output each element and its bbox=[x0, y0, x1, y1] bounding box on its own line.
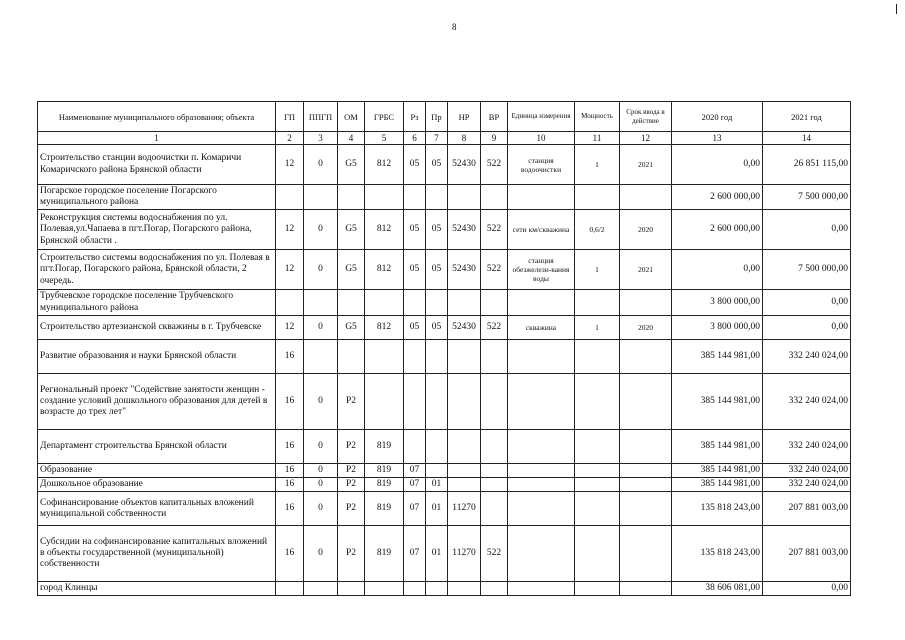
cell-pr bbox=[426, 185, 448, 210]
header-pgp: ППГП bbox=[304, 102, 338, 132]
colnum-cell: 7 bbox=[426, 132, 448, 145]
colnum-cell: 5 bbox=[365, 132, 404, 145]
cell-rz: 07 bbox=[404, 492, 426, 526]
cell-nr: 52430 bbox=[448, 250, 481, 290]
cell-grbs bbox=[365, 373, 404, 429]
colnum-cell: 8 bbox=[448, 132, 481, 145]
cell-pr bbox=[426, 463, 448, 477]
cell-grbs bbox=[365, 339, 404, 373]
table-row bbox=[38, 290, 851, 315]
cell-unit bbox=[508, 339, 575, 373]
cell-vr: 522 bbox=[481, 250, 508, 290]
cell-power: 1 bbox=[575, 145, 620, 185]
cell-unit: сети км/скважина bbox=[508, 210, 575, 250]
cell-gp: 16 bbox=[276, 478, 304, 492]
cell-term: 2020 bbox=[620, 210, 672, 250]
cell-grbs: 819 bbox=[365, 463, 404, 477]
cell-y2021: 332 240 024,00 bbox=[763, 463, 851, 477]
cell-om bbox=[338, 582, 365, 596]
cell-name: Департамент строительства Брянской области bbox=[38, 429, 276, 463]
colnum-cell: 9 bbox=[481, 132, 508, 145]
cell-term bbox=[620, 373, 672, 429]
cell-name: Субсидии на софинансирование капитальных вложений в объекты государственной (муниципальной) собственности bbox=[38, 526, 276, 582]
page-number: 8 bbox=[452, 22, 457, 32]
colnum-cell: 13 bbox=[672, 132, 763, 145]
cell-power bbox=[575, 463, 620, 477]
table-row bbox=[38, 373, 851, 429]
cell-power bbox=[575, 526, 620, 582]
cell-y2020: 385 144 981,00 bbox=[672, 478, 763, 492]
cell-power bbox=[575, 478, 620, 492]
cell-rz: 05 bbox=[404, 145, 426, 185]
cell-vr bbox=[481, 492, 508, 526]
cell-om: G5 bbox=[338, 315, 365, 339]
header-pr: Пр bbox=[426, 102, 448, 132]
cell-y2021: 207 881 003,00 bbox=[763, 526, 851, 582]
table-row bbox=[38, 210, 851, 250]
cell-pr bbox=[426, 339, 448, 373]
cell-y2020: 385 144 981,00 bbox=[672, 339, 763, 373]
header-row bbox=[38, 102, 851, 132]
corner-mark bbox=[896, 4, 897, 14]
cell-name: Строительство артезианской скважины в г. Трубчевске bbox=[38, 315, 276, 339]
cell-pr: 01 bbox=[426, 492, 448, 526]
cell-pgp bbox=[304, 339, 338, 373]
cell-y2020: 0,00 bbox=[672, 145, 763, 185]
header-vr: ВР bbox=[481, 102, 508, 132]
cell-vr bbox=[481, 290, 508, 315]
cell-unit bbox=[508, 463, 575, 477]
header-y2021: 2021 год bbox=[763, 102, 851, 132]
cell-rz: 05 bbox=[404, 250, 426, 290]
colnum-cell: 2 bbox=[276, 132, 304, 145]
cell-grbs: 819 bbox=[365, 429, 404, 463]
cell-term bbox=[620, 185, 672, 210]
cell-vr: 522 bbox=[481, 210, 508, 250]
cell-pgp: 0 bbox=[304, 250, 338, 290]
cell-term bbox=[620, 290, 672, 315]
table-row bbox=[38, 185, 851, 210]
cell-y2021: 207 881 003,00 bbox=[763, 492, 851, 526]
header-grbs: ГРБС bbox=[365, 102, 404, 132]
cell-om: P2 bbox=[338, 478, 365, 492]
cell-y2020: 2 600 000,00 bbox=[672, 210, 763, 250]
table-row bbox=[38, 463, 851, 477]
cell-unit bbox=[508, 582, 575, 596]
cell-rz bbox=[404, 429, 426, 463]
cell-y2020: 38 606 081,00 bbox=[672, 582, 763, 596]
cell-gp bbox=[276, 582, 304, 596]
cell-pr bbox=[426, 373, 448, 429]
header-power: Мощность bbox=[575, 102, 620, 132]
cell-power bbox=[575, 492, 620, 526]
cell-pgp: 0 bbox=[304, 463, 338, 477]
cell-pgp bbox=[304, 185, 338, 210]
cell-rz bbox=[404, 373, 426, 429]
colnum-cell: 3 bbox=[304, 132, 338, 145]
cell-y2020: 385 144 981,00 bbox=[672, 429, 763, 463]
cell-gp: 12 bbox=[276, 315, 304, 339]
cell-vr: 522 bbox=[481, 315, 508, 339]
cell-vr bbox=[481, 582, 508, 596]
cell-name: Строительство системы водоснабжения по ул. Полевая в пгт.Погар, Погарского района, Брянской области, 2 очередь. bbox=[38, 250, 276, 290]
cell-grbs bbox=[365, 185, 404, 210]
cell-pgp: 0 bbox=[304, 492, 338, 526]
cell-power bbox=[575, 339, 620, 373]
cell-term bbox=[620, 526, 672, 582]
header-rz: Рз bbox=[404, 102, 426, 132]
cell-pgp: 0 bbox=[304, 210, 338, 250]
cell-power: 0,6/2 bbox=[575, 210, 620, 250]
cell-rz: 07 bbox=[404, 526, 426, 582]
cell-rz bbox=[404, 339, 426, 373]
cell-gp: 12 bbox=[276, 250, 304, 290]
cell-y2020: 0,00 bbox=[672, 250, 763, 290]
cell-rz: 05 bbox=[404, 315, 426, 339]
cell-y2021: 332 240 024,00 bbox=[763, 373, 851, 429]
cell-vr: 522 bbox=[481, 526, 508, 582]
cell-nr: 11270 bbox=[448, 492, 481, 526]
cell-grbs: 819 bbox=[365, 478, 404, 492]
cell-term bbox=[620, 429, 672, 463]
cell-name: Погарское городское поселение Погарского муниципального района bbox=[38, 185, 276, 210]
cell-name: Региональный проект "Содействие занятости женщин - создание условий дошкольного образования для детей в возрасте до трех лет" bbox=[38, 373, 276, 429]
cell-power: 1 bbox=[575, 250, 620, 290]
cell-gp: 16 bbox=[276, 492, 304, 526]
cell-rz: 07 bbox=[404, 463, 426, 477]
cell-om bbox=[338, 339, 365, 373]
header-gp: ГП bbox=[276, 102, 304, 132]
cell-y2020: 135 818 243,00 bbox=[672, 526, 763, 582]
cell-pr: 05 bbox=[426, 145, 448, 185]
header-nr: НР bbox=[448, 102, 481, 132]
cell-pr: 05 bbox=[426, 315, 448, 339]
colnum-cell: 4 bbox=[338, 132, 365, 145]
cell-y2021: 332 240 024,00 bbox=[763, 478, 851, 492]
cell-name: Развитие образования и науки Брянской области bbox=[38, 339, 276, 373]
cell-y2020: 385 144 981,00 bbox=[672, 463, 763, 477]
header-unit: Единица измерения bbox=[508, 102, 575, 132]
cell-gp: 12 bbox=[276, 210, 304, 250]
cell-om: G5 bbox=[338, 210, 365, 250]
cell-pr: 01 bbox=[426, 526, 448, 582]
cell-term bbox=[620, 478, 672, 492]
cell-term bbox=[620, 492, 672, 526]
cell-power bbox=[575, 582, 620, 596]
cell-vr bbox=[481, 478, 508, 492]
cell-om: G5 bbox=[338, 145, 365, 185]
cell-power bbox=[575, 429, 620, 463]
cell-name: Трубчевское городское поселение Трубчевского муниципального района bbox=[38, 290, 276, 315]
cell-vr bbox=[481, 463, 508, 477]
cell-vr bbox=[481, 339, 508, 373]
cell-gp: 16 bbox=[276, 526, 304, 582]
cell-pr bbox=[426, 582, 448, 596]
cell-power bbox=[575, 290, 620, 315]
cell-name: город Клинцы bbox=[38, 582, 276, 596]
cell-nr bbox=[448, 290, 481, 315]
cell-gp: 16 bbox=[276, 339, 304, 373]
cell-rz: 07 bbox=[404, 478, 426, 492]
table-row bbox=[38, 339, 851, 373]
cell-unit bbox=[508, 478, 575, 492]
cell-om bbox=[338, 185, 365, 210]
cell-nr: 52430 bbox=[448, 315, 481, 339]
cell-y2021: 7 500 000,00 bbox=[763, 185, 851, 210]
cell-gp: 16 bbox=[276, 463, 304, 477]
cell-y2021: 7 500 000,00 bbox=[763, 250, 851, 290]
cell-pr bbox=[426, 429, 448, 463]
cell-term: 2021 bbox=[620, 145, 672, 185]
cell-name: Строительство станции водоочистки п. Комаричи Комаричского района Брянской области bbox=[38, 145, 276, 185]
cell-vr bbox=[481, 429, 508, 463]
table-row bbox=[38, 429, 851, 463]
cell-term: 2020 bbox=[620, 315, 672, 339]
cell-term bbox=[620, 339, 672, 373]
header-name: Наименование муниципального образования; объекта bbox=[38, 102, 276, 132]
cell-nr bbox=[448, 582, 481, 596]
table-row bbox=[38, 250, 851, 290]
cell-power bbox=[575, 373, 620, 429]
table-row bbox=[38, 492, 851, 526]
cell-y2021: 0,00 bbox=[763, 290, 851, 315]
cell-om: P2 bbox=[338, 373, 365, 429]
cell-om: P2 bbox=[338, 429, 365, 463]
cell-grbs: 812 bbox=[365, 210, 404, 250]
cell-grbs: 819 bbox=[365, 526, 404, 582]
cell-unit bbox=[508, 290, 575, 315]
cell-grbs bbox=[365, 582, 404, 596]
cell-nr bbox=[448, 429, 481, 463]
header-term: Срок ввода в действие bbox=[620, 102, 672, 132]
header-y2020: 2020 год bbox=[672, 102, 763, 132]
cell-power: 1 bbox=[575, 315, 620, 339]
cell-y2020: 3 800 000,00 bbox=[672, 315, 763, 339]
cell-nr bbox=[448, 463, 481, 477]
cell-nr bbox=[448, 339, 481, 373]
colnum-cell: 14 bbox=[763, 132, 851, 145]
cell-pgp: 0 bbox=[304, 373, 338, 429]
cell-unit bbox=[508, 492, 575, 526]
cell-pgp: 0 bbox=[304, 315, 338, 339]
cell-y2020: 135 818 243,00 bbox=[672, 492, 763, 526]
cell-gp bbox=[276, 185, 304, 210]
cell-pr: 01 bbox=[426, 478, 448, 492]
cell-term bbox=[620, 582, 672, 596]
cell-name: Дошкольное образование bbox=[38, 478, 276, 492]
cell-om: G5 bbox=[338, 250, 365, 290]
cell-vr: 522 bbox=[481, 145, 508, 185]
cell-pgp: 0 bbox=[304, 429, 338, 463]
cell-pr bbox=[426, 290, 448, 315]
cell-pgp bbox=[304, 290, 338, 315]
cell-rz bbox=[404, 582, 426, 596]
cell-gp: 16 bbox=[276, 373, 304, 429]
cell-y2021: 332 240 024,00 bbox=[763, 339, 851, 373]
cell-unit: скважина bbox=[508, 315, 575, 339]
table-row bbox=[38, 582, 851, 596]
cell-y2021: 26 851 115,00 bbox=[763, 145, 851, 185]
cell-term: 2021 bbox=[620, 250, 672, 290]
cell-gp: 16 bbox=[276, 429, 304, 463]
cell-rz: 05 bbox=[404, 210, 426, 250]
colnum-cell: 6 bbox=[404, 132, 426, 145]
cell-grbs: 812 bbox=[365, 315, 404, 339]
table-row bbox=[38, 145, 851, 185]
cell-y2020: 2 600 000,00 bbox=[672, 185, 763, 210]
cell-om: P2 bbox=[338, 492, 365, 526]
header-om: ОМ bbox=[338, 102, 365, 132]
cell-vr bbox=[481, 373, 508, 429]
colnum-cell: 11 bbox=[575, 132, 620, 145]
cell-vr bbox=[481, 185, 508, 210]
cell-gp: 12 bbox=[276, 145, 304, 185]
cell-nr: 52430 bbox=[448, 145, 481, 185]
colnum-cell: 12 bbox=[620, 132, 672, 145]
cell-rz bbox=[404, 185, 426, 210]
cell-name: Реконструкция системы водоснабжения по ул. Полевая,ул.Чапаева в пгт.Погар, Погарского района, Брянской области . bbox=[38, 210, 276, 250]
cell-nr: 52430 bbox=[448, 210, 481, 250]
cell-grbs: 812 bbox=[365, 250, 404, 290]
cell-nr: 11270 bbox=[448, 526, 481, 582]
colnum-cell: 10 bbox=[508, 132, 575, 145]
cell-om: P2 bbox=[338, 463, 365, 477]
cell-grbs bbox=[365, 290, 404, 315]
table-row bbox=[38, 315, 851, 339]
cell-y2021: 0,00 bbox=[763, 315, 851, 339]
cell-y2021: 332 240 024,00 bbox=[763, 429, 851, 463]
cell-gp bbox=[276, 290, 304, 315]
cell-nr bbox=[448, 478, 481, 492]
cell-grbs: 812 bbox=[365, 145, 404, 185]
cell-name: Образование bbox=[38, 463, 276, 477]
cell-pgp: 0 bbox=[304, 526, 338, 582]
table-row bbox=[38, 526, 851, 582]
cell-y2020: 3 800 000,00 bbox=[672, 290, 763, 315]
cell-pr: 05 bbox=[426, 250, 448, 290]
cell-pr: 05 bbox=[426, 210, 448, 250]
cell-y2021: 0,00 bbox=[763, 210, 851, 250]
cell-unit bbox=[508, 185, 575, 210]
cell-y2020: 385 144 981,00 bbox=[672, 373, 763, 429]
cell-pgp bbox=[304, 582, 338, 596]
cell-pgp: 0 bbox=[304, 478, 338, 492]
cell-unit bbox=[508, 373, 575, 429]
cell-unit bbox=[508, 526, 575, 582]
cell-power bbox=[575, 185, 620, 210]
cell-om bbox=[338, 290, 365, 315]
cell-unit: станция водоочистки bbox=[508, 145, 575, 185]
colnum-cell: 1 bbox=[38, 132, 276, 145]
cell-grbs: 819 bbox=[365, 492, 404, 526]
cell-rz bbox=[404, 290, 426, 315]
table-row bbox=[38, 478, 851, 492]
cell-term bbox=[620, 463, 672, 477]
cell-om: P2 bbox=[338, 526, 365, 582]
cell-nr bbox=[448, 373, 481, 429]
budget-table bbox=[37, 101, 851, 596]
cell-nr bbox=[448, 185, 481, 210]
cell-name: Софинансирование объектов капитальных вложений муниципальной собственности bbox=[38, 492, 276, 526]
cell-y2021: 0,00 bbox=[763, 582, 851, 596]
cell-unit: станция обезжелези-вания воды bbox=[508, 250, 575, 290]
cell-unit bbox=[508, 429, 575, 463]
column-numbers-row bbox=[38, 132, 851, 145]
cell-pgp: 0 bbox=[304, 145, 338, 185]
